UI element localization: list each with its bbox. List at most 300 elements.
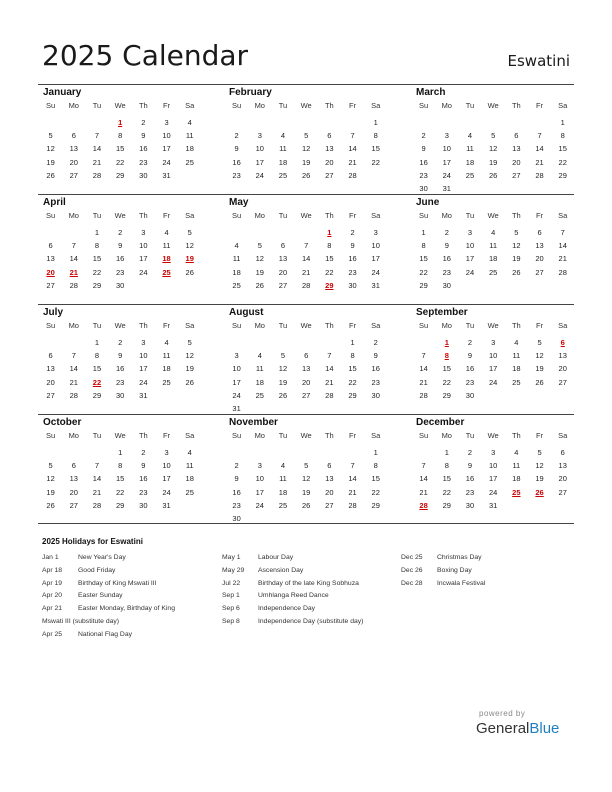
holiday-name: Good Friday [78, 566, 116, 574]
day-cell: 13 [69, 474, 78, 484]
day-cell: 3 [373, 228, 378, 237]
weekday-label: Fr [348, 321, 357, 330]
weekday-label: Tu [465, 101, 475, 110]
day-cell: 6 [537, 228, 542, 237]
empty-cell [458, 279, 481, 292]
empty-cell [155, 279, 178, 292]
week-row [411, 446, 574, 459]
empty-cell [248, 336, 271, 349]
day-cell: 2 [141, 118, 146, 127]
holiday-name: National Flag Day [78, 630, 133, 638]
day-cell: 5 [280, 351, 286, 361]
day-cell: 26 [185, 377, 194, 387]
weekday-label: Sa [185, 211, 195, 220]
day-cell: 14 [301, 254, 311, 264]
week-row [411, 459, 574, 472]
day-cell: 12 [255, 254, 264, 264]
day-cell: 12 [278, 364, 288, 374]
day-cell: 28 [348, 500, 357, 510]
empty-cell [271, 116, 294, 129]
weekday-label: Tu [465, 211, 475, 220]
weekday-label: We [487, 321, 499, 330]
day-cell: 9 [234, 144, 239, 154]
day-cell: 16 [442, 254, 451, 264]
weekday-label: Th [324, 211, 334, 220]
day-cell: 2 [234, 461, 239, 471]
day-cell: 22 [115, 487, 125, 497]
day-cell: 27 [325, 500, 334, 510]
day-cell: 30 [232, 513, 241, 523]
day-cell: 10 [232, 364, 241, 374]
brand-logo[interactable] [476, 720, 559, 737]
day-cell: 25 [465, 170, 475, 180]
week-row [224, 486, 411, 499]
weekday-label: Mo [68, 211, 79, 220]
weekday-label: Sa [371, 101, 381, 110]
weekday-header [411, 100, 574, 112]
week-row [38, 239, 224, 252]
day-cell: 5 [491, 131, 496, 141]
month-name: July [43, 307, 64, 318]
day-cell: 21 [348, 487, 357, 497]
day-cell: 6 [304, 351, 309, 361]
day-cell: 8 [373, 461, 378, 471]
holiday-date-label: Dec 25 [401, 554, 423, 561]
month-name: September [416, 307, 468, 318]
day-cell: 1 [373, 118, 378, 127]
weekday-header [38, 320, 224, 332]
day-cell: 23 [139, 157, 148, 167]
day-cell: 5 [304, 131, 309, 141]
day-cell: 6 [280, 241, 286, 251]
day-cell: 28 [348, 170, 357, 180]
weekday-label: Th [138, 211, 148, 220]
day-cell: 17 [139, 364, 148, 374]
holiday-date: 25 [512, 487, 521, 497]
day-cell: 17 [162, 144, 171, 154]
month-august [224, 304, 411, 414]
day-cell: 15 [558, 144, 567, 154]
empty-cell [271, 336, 294, 349]
day-cell: 21 [419, 487, 428, 497]
week-row [411, 239, 574, 252]
week-row [224, 252, 411, 265]
weekday-label: Fr [348, 211, 357, 220]
empty-cell [39, 446, 62, 459]
holiday-date: 21 [69, 267, 78, 277]
day-cell: 20 [535, 254, 544, 264]
day-cell: 12 [488, 144, 498, 154]
day-cell: 27 [325, 170, 334, 180]
day-cell: 19 [185, 364, 194, 374]
day-cell: 26 [46, 170, 55, 180]
month-name: August [229, 307, 264, 318]
empty-cell [62, 446, 85, 459]
day-cell: 10 [465, 241, 475, 251]
weekday-label: Mo [68, 321, 79, 330]
day-cell: 9 [118, 351, 123, 361]
week-row [38, 349, 224, 362]
empty-cell [85, 116, 108, 129]
empty-cell [528, 389, 551, 402]
month-april [38, 194, 224, 304]
day-cell: 11 [185, 131, 194, 141]
week-row [38, 252, 224, 265]
weekday-label: Mo [441, 321, 452, 330]
day-cell: 17 [488, 364, 498, 374]
weekday-label: Su [232, 321, 242, 330]
weekday-label: Fr [535, 211, 544, 220]
day-cell: 29 [115, 170, 125, 180]
day-cell: 24 [162, 487, 171, 497]
day-cell: 21 [558, 254, 567, 264]
day-cell: 14 [325, 364, 334, 374]
day-cell: 26 [535, 377, 544, 387]
day-cell: 7 [350, 461, 355, 471]
day-cell: 11 [185, 461, 194, 471]
week-row [224, 239, 411, 252]
day-cell: 16 [139, 144, 148, 154]
day-cell: 21 [419, 377, 428, 387]
day-cell: 29 [558, 170, 567, 180]
weekday-label: Su [232, 101, 242, 110]
day-cell: 9 [350, 241, 355, 251]
day-cell: 27 [69, 170, 78, 180]
day-cell: 13 [301, 364, 311, 374]
week-row [38, 226, 224, 239]
day-cell: 5 [48, 131, 53, 141]
holiday-date: 18 [162, 254, 171, 264]
day-cell: 2 [141, 448, 146, 457]
empty-cell [225, 116, 248, 129]
day-cell: 15 [442, 474, 451, 484]
day-cell: 1 [421, 228, 426, 237]
weekday-header [38, 210, 224, 222]
week-row [224, 279, 411, 292]
day-cell: 31 [232, 403, 241, 413]
day-cell: 14 [348, 474, 357, 484]
day-cell: 12 [535, 461, 544, 471]
weekday-label: Mo [441, 431, 452, 440]
empty-cell [458, 116, 481, 129]
empty-cell [528, 279, 551, 292]
day-cell: 28 [325, 390, 334, 400]
day-cell: 11 [279, 144, 287, 154]
weekday-label: Mo [68, 431, 79, 440]
day-cell: 19 [301, 487, 311, 497]
day-cell: 5 [304, 461, 309, 471]
day-cell: 3 [257, 131, 262, 141]
weekday-label: Su [419, 431, 429, 440]
month-november [224, 414, 411, 524]
day-cell: 30 [465, 500, 475, 510]
day-cell: 13 [325, 144, 334, 154]
empty-cell [318, 116, 341, 129]
month-name: November [229, 417, 278, 428]
day-cell: 6 [327, 131, 332, 141]
weekday-header [224, 210, 411, 222]
day-cell: 3 [444, 131, 449, 141]
week-row [224, 362, 411, 375]
day-cell: 28 [419, 390, 428, 400]
weekday-label: Tu [465, 321, 475, 330]
week-row [411, 129, 574, 142]
holiday-date-label: Dec 26 [401, 566, 423, 574]
day-cell: 21 [69, 377, 78, 387]
empty-cell [178, 389, 201, 402]
holiday-date-label: Dec 28 [401, 579, 423, 587]
day-cell: 24 [255, 170, 264, 180]
day-cell: 10 [162, 131, 171, 141]
weekday-label: Mo [254, 321, 265, 330]
day-cell: 31 [488, 500, 498, 510]
day-cell: 25 [185, 157, 194, 167]
day-cell: 19 [46, 157, 55, 167]
day-cell: 26 [301, 500, 311, 510]
weekday-label: Su [46, 101, 56, 110]
weekday-label: Sa [558, 321, 568, 330]
week-row [224, 129, 411, 142]
day-cell: 25 [185, 487, 194, 497]
holiday-item [42, 552, 212, 565]
weekday-label: Fr [162, 431, 171, 440]
holiday-name: Birthday of King Mswati III [78, 579, 157, 587]
holiday-item [401, 552, 571, 565]
day-cell: 21 [92, 157, 102, 167]
day-cell: 18 [185, 474, 194, 484]
day-cell: 20 [512, 157, 521, 167]
weekday-label: Tu [278, 101, 288, 110]
holiday-date: 1 [444, 338, 449, 347]
day-cell: 21 [348, 157, 357, 167]
day-cell: 8 [118, 461, 123, 471]
month-name: December [416, 417, 465, 428]
day-cell: 22 [558, 157, 567, 167]
day-cell: 20 [558, 364, 567, 374]
day-cell: 24 [371, 267, 380, 277]
day-cell: 30 [371, 390, 380, 400]
week-row [411, 376, 574, 389]
day-cell: 29 [115, 500, 125, 510]
day-cell: 5 [187, 338, 192, 347]
day-cell: 7 [94, 131, 100, 141]
weekday-label: Su [419, 211, 429, 220]
day-cell: 25 [512, 377, 521, 387]
day-cell: 2 [350, 228, 355, 237]
day-cell: 17 [465, 254, 475, 264]
day-cell: 8 [421, 241, 426, 251]
day-cell: 25 [488, 267, 498, 277]
day-cell: 22 [442, 377, 451, 387]
day-cell: 29 [419, 280, 428, 290]
day-cell: 3 [257, 461, 262, 471]
day-cell: 25 [278, 500, 288, 510]
weekday-label: Fr [348, 431, 357, 440]
day-cell: 16 [465, 474, 475, 484]
day-cell: 23 [348, 267, 357, 277]
holiday-date: 20 [46, 267, 55, 277]
day-cell: 10 [139, 351, 148, 361]
day-cell: 6 [560, 448, 565, 457]
day-cell: 4 [280, 461, 286, 471]
holiday-date: 8 [444, 351, 449, 361]
holiday-date: 25 [162, 267, 171, 277]
holiday-name: Christmas Day [437, 554, 482, 561]
day-cell: 18 [512, 474, 521, 484]
week-row [38, 279, 224, 292]
week-row [411, 362, 574, 375]
week-row [38, 486, 224, 499]
day-cell: 10 [488, 351, 498, 361]
day-cell: 12 [46, 474, 55, 484]
day-cell: 24 [465, 267, 475, 277]
weekday-header [411, 210, 574, 222]
week-row [38, 116, 224, 129]
empty-cell [225, 336, 248, 349]
month-name: June [416, 197, 440, 208]
holiday-name: Ascension Day [258, 566, 304, 574]
empty-cell [85, 446, 108, 459]
weekday-label: Tu [278, 211, 288, 220]
day-cell: 16 [232, 157, 241, 167]
weekday-label: Tu [92, 211, 102, 220]
week-row [224, 226, 411, 239]
day-cell: 18 [232, 267, 241, 277]
holiday-item [42, 629, 212, 642]
day-cell: 1 [118, 448, 123, 457]
day-cell: 5 [514, 228, 519, 237]
empty-cell [62, 116, 85, 129]
day-cell: 22 [348, 377, 357, 387]
bottom-divider [38, 523, 574, 524]
day-cell: 7 [560, 228, 565, 237]
page-title: 2025 Calendar [42, 39, 249, 72]
day-cell: 19 [46, 487, 55, 497]
day-cell: 13 [278, 254, 288, 264]
day-cell: 26 [488, 170, 498, 180]
week-row [224, 389, 411, 402]
empty-cell [412, 336, 435, 349]
week-row [224, 459, 411, 472]
weekday-label: We [114, 431, 126, 440]
empty-cell [482, 116, 505, 129]
week-row [224, 376, 411, 389]
day-cell: 19 [255, 267, 264, 277]
holiday-date-label: Apr 25 [42, 630, 63, 638]
month-february [224, 84, 411, 194]
week-row [38, 156, 224, 169]
day-cell: 26 [255, 280, 264, 290]
week-row [38, 376, 224, 389]
day-cell: 24 [139, 377, 148, 387]
empty-cell [295, 336, 318, 349]
day-cell: 2 [444, 228, 449, 237]
brand-general: General [476, 720, 530, 737]
month-name: February [229, 87, 272, 98]
day-cell: 7 [71, 241, 76, 251]
weekday-label: Fr [535, 431, 544, 440]
day-cell: 21 [301, 267, 311, 277]
weekday-label: We [487, 211, 499, 220]
day-cell: 23 [232, 170, 241, 180]
week-row [224, 336, 411, 349]
day-cell: 30 [115, 390, 125, 400]
week-row [411, 226, 574, 239]
day-cell: 23 [115, 267, 125, 277]
day-cell: 5 [537, 448, 542, 457]
day-cell: 12 [512, 241, 521, 251]
week-row [38, 362, 224, 375]
month-name: October [43, 417, 82, 428]
day-cell: 17 [371, 254, 380, 264]
weekday-label: Sa [558, 101, 568, 110]
day-cell: 31 [162, 500, 171, 510]
day-cell: 19 [278, 377, 288, 387]
day-cell: 5 [187, 228, 192, 237]
day-cell: 4 [514, 338, 519, 347]
day-cell: 15 [115, 144, 125, 154]
day-cell: 24 [442, 170, 451, 180]
month-january [38, 84, 224, 194]
day-cell: 9 [141, 131, 146, 141]
day-cell: 11 [466, 144, 474, 154]
months-grid [38, 84, 574, 524]
day-cell: 18 [255, 377, 264, 387]
weekday-label: Tu [92, 101, 102, 110]
holiday-date-label: Apr 21 [42, 605, 63, 613]
weekday-label: Mo [254, 101, 265, 110]
weekday-label: Th [324, 431, 334, 440]
day-cell: 6 [71, 131, 76, 141]
day-cell: 30 [139, 170, 148, 180]
weekday-label: Sa [185, 431, 195, 440]
empty-cell [178, 169, 201, 182]
day-cell: 27 [558, 487, 567, 497]
day-cell: 8 [350, 351, 355, 361]
day-cell: 4 [164, 338, 169, 347]
day-cell: 16 [371, 364, 380, 374]
day-cell: 31 [442, 183, 451, 193]
day-cell: 6 [514, 131, 519, 141]
day-cell: 11 [512, 351, 521, 361]
day-cell: 11 [489, 241, 498, 251]
holiday-name: Independence Day (substitute day) [258, 617, 364, 625]
week-row [38, 459, 224, 472]
day-cell: 19 [512, 254, 521, 264]
day-cell: 16 [115, 254, 125, 264]
day-cell: 20 [46, 377, 55, 387]
day-cell: 9 [467, 351, 473, 361]
week-row [38, 336, 224, 349]
holiday-date-label: Sep 8 [222, 617, 240, 625]
day-cell: 22 [325, 267, 334, 277]
week-row [38, 472, 224, 485]
empty-cell [271, 446, 294, 459]
weekday-label: Sa [185, 101, 195, 110]
day-cell: 9 [373, 351, 378, 361]
day-cell: 8 [94, 351, 100, 361]
day-cell: 8 [373, 131, 378, 141]
day-cell: 2 [118, 338, 123, 347]
day-cell: 10 [488, 461, 498, 471]
week-row [411, 499, 574, 512]
weekday-label: Th [511, 211, 521, 220]
weekday-label: Sa [558, 211, 568, 220]
day-cell: 26 [185, 267, 194, 277]
empty-cell [225, 226, 248, 239]
day-cell: 4 [514, 448, 519, 457]
weekday-label: Mo [441, 101, 452, 110]
